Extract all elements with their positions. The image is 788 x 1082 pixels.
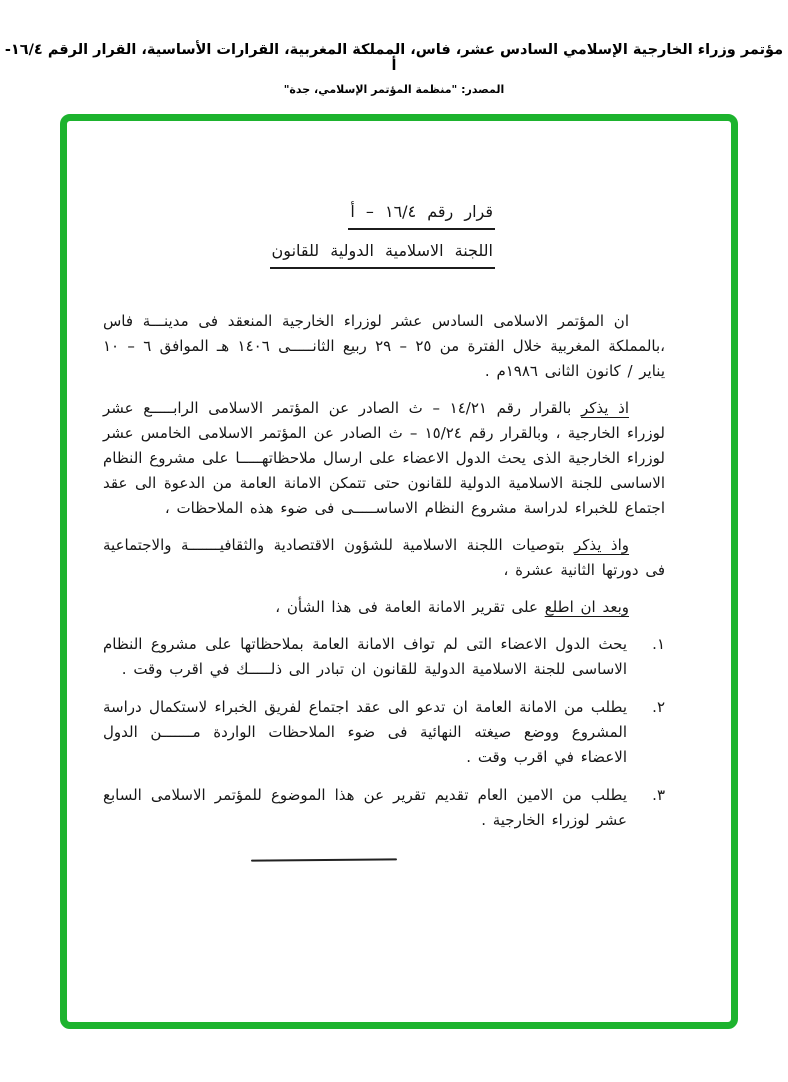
document-body (67, 121, 731, 1022)
recital-lead: وبعد ان اطلع (544, 598, 629, 616)
item-number: ٣. (652, 786, 665, 804)
end-of-resolution-separator (251, 858, 397, 861)
recital-text: على تقرير الامانة العامة فى هذا الشأن ، (275, 598, 545, 616)
recital-text: بتوصيات اللجنة الاسلامية للشؤون الاقتصادية والثقافيـــــــة والاجتماعية فى دورتها الثانية عشرة ، (103, 536, 665, 579)
item-text: يطلب من الامانة العامة ان تدعو الى عقد اجتماع لفريق الخبراء لاستكمال دراسة المشروع ووضع صيغته النهائية فى ضوء الملاحظات الواردة مـــــــن الدول الاعضاء في اقرب وقت . (103, 698, 627, 766)
recital-paragraph-1 (103, 396, 665, 521)
recital-lead: اذ يذكر (581, 399, 629, 417)
green-document-frame (60, 114, 738, 1029)
item-text: يحث الدول الاعضاء التى لم تواف الامانة العامة بملاحظاتها على مشروع النظام الاساسى للجنة الاسلامية الدولية للقانون ان تبادر الى ذلـــــك في اقرب وقت . (103, 635, 627, 678)
conference-caption-line: مؤتمر وزراء الخارجية الإسلامي السادس عشر، فاس، المملكة المغربية، القرارات الأساسية، القرار الرقم ١٦/٤- أ (4, 42, 784, 74)
preamble-paragraph (103, 309, 665, 384)
operative-item-2 (103, 695, 665, 770)
item-number: ١. (652, 635, 665, 653)
recital-text: بالقرار رقم ١٤/٢١ – ث الصادر عن المؤتمر الاسلامى الرابـــــع عشر لوزراء الخارجية ، وبالقرار رقم ١٥/٢٤ – ث الصادر عن المؤتمر الاسلامى الخامس عشر لوزراء الخارجية الذى يحث الدول الاعضاء على ارسال ملاحظاتهـــــا على مشروع النظام الاساسى للجنة الاسلامية الدولية للقانون حتى تتمكن الامانة العامة من الدعوة الى عقد اجتماع للخبراء لدراسة مشروع النظام الاساســـــى فى ضوء هذه الملاحظات ، (103, 399, 665, 517)
source-caption-line: المصدر: "منظمة المؤتمر الإسلامي، جدة" (283, 83, 505, 96)
operative-paragraphs (103, 632, 665, 833)
resolution-number-title: قرار رقم ١٦/٤ – أ (348, 199, 495, 230)
item-text: يطلب من الامين العام تقديم تقرير عن هذا الموضوع للمؤتمر الاسلامى السابع عشر لوزراء الخارجية . (103, 786, 627, 829)
resolution-title-block (103, 199, 495, 277)
item-number: ٢. (652, 698, 665, 716)
recital-paragraph-2 (103, 533, 665, 583)
preamble-text: ان المؤتمر الاسلامى السادس عشر لوزراء الخارجية المنعقد فى مدينـــة فاس ،بالمملكة المغربية خلال الفترة من ٢٥ – ٢٩ ربيع الثانـــــى ١٤٠٦ هـ الموافق ٦ – ١٠ يناير / كانون الثانى ١٩٨٦م . (103, 312, 665, 380)
resolution-subject-title: اللجنة الاسلامية الدولية للقانون (270, 238, 495, 269)
scan-caption (0, 42, 788, 96)
operative-item-1 (103, 632, 665, 682)
recital-lead: واذ يذكر (573, 536, 630, 554)
operative-item-3 (103, 783, 665, 833)
recital-paragraph-3 (103, 595, 665, 620)
